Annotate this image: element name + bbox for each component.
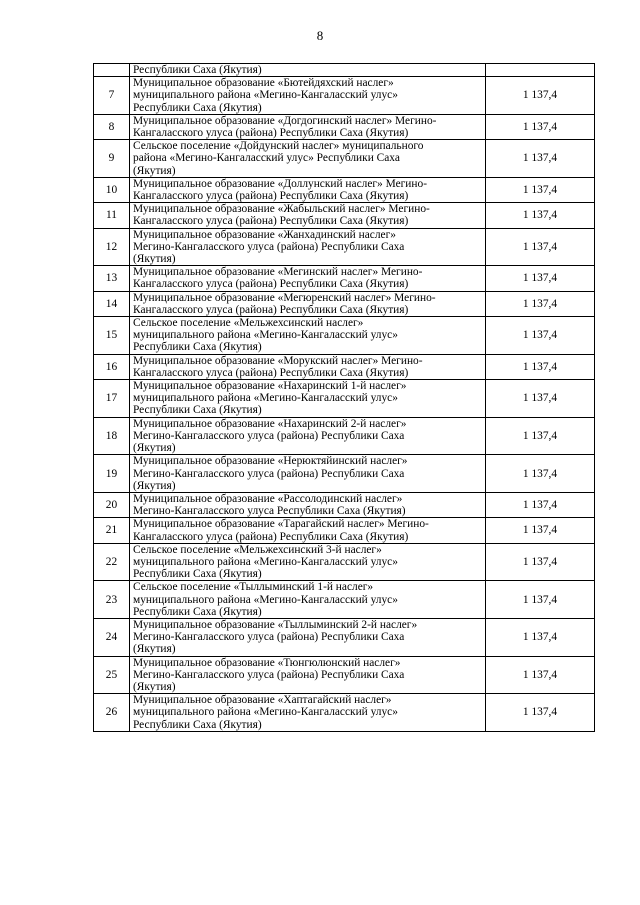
municipality-name-cell: Муниципальное образование «Нахаринский 2-й наслег» Мегино-Кангаласского улуса (района) Республики Саха (Якутия) bbox=[130, 417, 486, 455]
amount-cell: 1 137,4 bbox=[486, 417, 595, 455]
row-number-cell: 17 bbox=[94, 380, 130, 418]
row-number-cell: 16 bbox=[94, 354, 130, 379]
table-row bbox=[94, 492, 595, 517]
amount-cell bbox=[486, 64, 595, 77]
amount-cell: 1 137,4 bbox=[486, 228, 595, 266]
amount-cell: 1 137,4 bbox=[486, 656, 595, 694]
municipality-name-cell: Муниципальное образование «Мегинский наслег» Мегино- Кангаласского улуса (района) Республики Саха (Якутия) bbox=[130, 266, 486, 291]
amount-cell: 1 137,4 bbox=[486, 492, 595, 517]
municipality-name-cell: Муниципальное образование «Хаптагайский наслег» муниципального района «Мегино-Кангаласский улус» Республики Саха (Якутия) bbox=[130, 694, 486, 732]
table-row bbox=[94, 266, 595, 291]
row-number-cell: 26 bbox=[94, 694, 130, 732]
amount-cell: 1 137,4 bbox=[486, 266, 595, 291]
table-row bbox=[94, 417, 595, 455]
row-number-cell: 19 bbox=[94, 455, 130, 493]
municipality-name-cell: Муниципальное образование «Тыллыминский 2-й наслег» Мегино-Кангаласского улуса (района) Республики Саха (Якутия) bbox=[130, 618, 486, 656]
table-row bbox=[94, 455, 595, 493]
row-number-cell: 10 bbox=[94, 177, 130, 202]
row-number-cell bbox=[94, 64, 130, 77]
table-row-continuation bbox=[94, 64, 595, 77]
amount-cell: 1 137,4 bbox=[486, 380, 595, 418]
municipality-name-cell: Муниципальное образование «Морукский наслег» Мегино- Кангаласского улуса (района) Республики Саха (Якутия) bbox=[130, 354, 486, 379]
municipality-name-cell: Сельское поселение «Дойдунский наслег» муниципального района «Мегино-Кангаласский улус» Республики Саха (Якутия) bbox=[130, 140, 486, 178]
row-number-cell: 7 bbox=[94, 77, 130, 115]
table-row bbox=[94, 380, 595, 418]
amount-cell: 1 137,4 bbox=[486, 114, 595, 139]
table-row bbox=[94, 317, 595, 355]
table-row bbox=[94, 291, 595, 316]
table-row bbox=[94, 581, 595, 619]
row-number-cell: 23 bbox=[94, 581, 130, 619]
municipality-name-cell: Сельское поселение «Тыллыминский 1-й наслег» муниципального района «Мегино-Кангаласский улус» Республики Саха (Якутия) bbox=[130, 581, 486, 619]
row-number-cell: 20 bbox=[94, 492, 130, 517]
municipality-name-cell: Муниципальное образование «Тарагайский наслег» Мегино- Кангаласского улуса (района) Республики Саха (Якутия) bbox=[130, 518, 486, 543]
municipality-name-cell: Муниципальное образование «Тюнгюлюнский наслег» Мегино-Кангаласского улуса (района) Республики Саха (Якутия) bbox=[130, 656, 486, 694]
table-row bbox=[94, 543, 595, 581]
table-row bbox=[94, 203, 595, 228]
municipality-name-cell: Сельское поселение «Мельжехсинский наслег» муниципального района «Мегино-Кангаласский улус» Республики Саха (Якутия) bbox=[130, 317, 486, 355]
allocation-table bbox=[93, 63, 595, 732]
table-row bbox=[94, 694, 595, 732]
amount-cell: 1 137,4 bbox=[486, 455, 595, 493]
amount-cell: 1 137,4 bbox=[486, 203, 595, 228]
municipality-name-cell: Муниципальное образование «Доллунский наслег» Мегино- Кангаласского улуса (района) Республики Саха (Якутия) bbox=[130, 177, 486, 202]
amount-cell: 1 137,4 bbox=[486, 317, 595, 355]
row-number-cell: 9 bbox=[94, 140, 130, 178]
amount-cell: 1 137,4 bbox=[486, 581, 595, 619]
table-row bbox=[94, 354, 595, 379]
municipality-name-cell: Республики Саха (Якутия) bbox=[130, 64, 486, 77]
amount-cell: 1 137,4 bbox=[486, 177, 595, 202]
amount-cell: 1 137,4 bbox=[486, 354, 595, 379]
table-row bbox=[94, 618, 595, 656]
municipality-name-cell: Муниципальное образование «Жабыльский наслег» Мегино- Кангаласского улуса (района) Республики Саха (Якутия) bbox=[130, 203, 486, 228]
amount-cell: 1 137,4 bbox=[486, 518, 595, 543]
table-body bbox=[94, 64, 595, 732]
table-row bbox=[94, 77, 595, 115]
municipality-name-cell: Муниципальное образование «Нахаринский 1-й наслег» муниципального района «Мегино-Кангаласский улус» Республики Саха (Якутия) bbox=[130, 380, 486, 418]
amount-cell: 1 137,4 bbox=[486, 291, 595, 316]
municipality-name-cell: Муниципальное образование «Догдогинский наслег» Мегино- Кангаласского улуса (района) Республики Саха (Якутия) bbox=[130, 114, 486, 139]
municipality-name-cell: Муниципальное образование «Мегюренский наслег» Мегино- Кангаласского улуса (района) Республики Саха (Якутия) bbox=[130, 291, 486, 316]
municipality-name-cell: Муниципальное образование «Нерюктяйинский наслег» Мегино-Кангаласского улуса (района) Республики Саха (Якутия) bbox=[130, 455, 486, 493]
amount-cell: 1 137,4 bbox=[486, 77, 595, 115]
amount-cell: 1 137,4 bbox=[486, 694, 595, 732]
municipality-name-cell: Сельское поселение «Мельжехсинский 3-й наслег» муниципального района «Мегино-Кангаласский улус» Республики Саха (Якутия) bbox=[130, 543, 486, 581]
table-row bbox=[94, 177, 595, 202]
amount-cell: 1 137,4 bbox=[486, 543, 595, 581]
row-number-cell: 25 bbox=[94, 656, 130, 694]
municipality-name-cell: Муниципальное образование «Рассолодинский наслег» Мегино-Кангаласского улуса Республики Саха (Якутия) bbox=[130, 492, 486, 517]
row-number-cell: 22 bbox=[94, 543, 130, 581]
row-number-cell: 15 bbox=[94, 317, 130, 355]
row-number-cell: 14 bbox=[94, 291, 130, 316]
table-row bbox=[94, 114, 595, 139]
row-number-cell: 21 bbox=[94, 518, 130, 543]
row-number-cell: 18 bbox=[94, 417, 130, 455]
amount-cell: 1 137,4 bbox=[486, 140, 595, 178]
table-row bbox=[94, 228, 595, 266]
municipality-name-cell: Муниципальное образование «Жанхадинский наслег» Мегино-Кангаласского улуса (района) Республики Саха (Якутия) bbox=[130, 228, 486, 266]
table-row bbox=[94, 140, 595, 178]
row-number-cell: 8 bbox=[94, 114, 130, 139]
table-row bbox=[94, 656, 595, 694]
page-number: 8 bbox=[316, 28, 324, 43]
row-number-cell: 13 bbox=[94, 266, 130, 291]
row-number-cell: 24 bbox=[94, 618, 130, 656]
municipality-name-cell: Муниципальное образование «Бютейдяхский наслег» муниципального района «Мегино-Кангаласский улус» Республики Саха (Якутия) bbox=[130, 77, 486, 115]
table-row bbox=[94, 518, 595, 543]
amount-cell: 1 137,4 bbox=[486, 618, 595, 656]
row-number-cell: 12 bbox=[94, 228, 130, 266]
row-number-cell: 11 bbox=[94, 203, 130, 228]
